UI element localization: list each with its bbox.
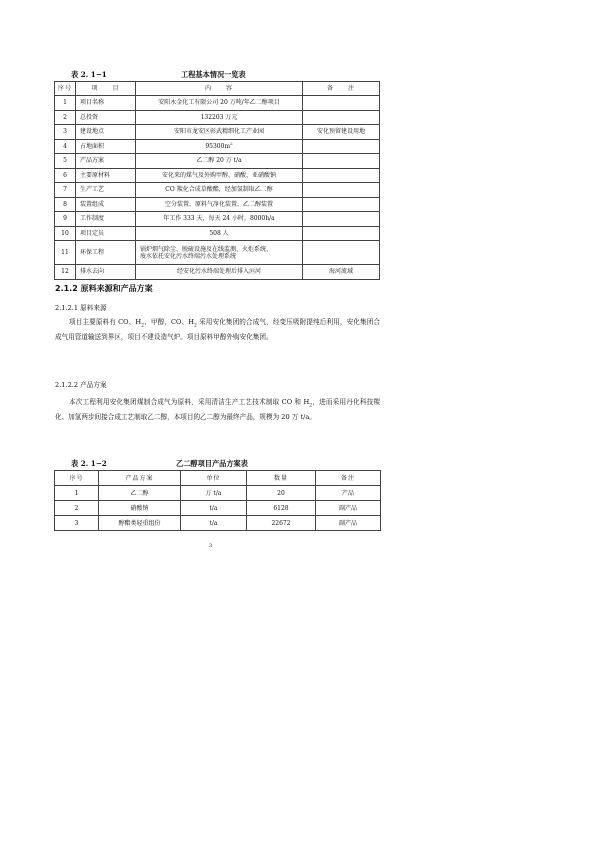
- column-header: 项 目: [76, 82, 136, 96]
- table-row: [55, 197, 380, 212]
- cell-no: 2: [55, 501, 99, 516]
- row-note: 海河流域: [303, 265, 380, 280]
- project-overview-table: [54, 81, 380, 280]
- row-note: [303, 96, 380, 111]
- cell-qty: 20: [247, 486, 316, 501]
- row-note: [303, 110, 380, 125]
- table2-label: 表 2. 1−2: [71, 459, 107, 468]
- table2-title: 乙二醇项目产品方案表: [176, 459, 248, 468]
- para1-part-b: 、甲醇，CO、H: [144, 318, 194, 326]
- section-2-1-2-2-heading: 2.1.2.2 产品方案: [55, 381, 107, 389]
- row-note: [303, 183, 380, 198]
- para2-part-a: 本次工程利用安化集团煤制合成气为原料，采用清洁生产工艺技术制取 CO 和 H: [69, 398, 310, 406]
- row-content: [136, 139, 303, 154]
- row-content-text: 安化来的煤气及外购甲醇、硝酸、亚硝酸钠: [161, 171, 276, 179]
- row-content-text: 508 人: [209, 229, 229, 237]
- row-content-text: 安阳永金化工有限公司 20 万吨/年乙二醇项目: [158, 99, 280, 107]
- section-number: 2.1.2: [55, 284, 78, 293]
- row-content-line: 废水依托安化污水终端污水处理系统: [140, 252, 237, 260]
- product-plan-paragraph: [55, 395, 380, 425]
- row-note: [303, 241, 380, 265]
- table-row: [55, 212, 380, 227]
- row-note: [303, 154, 380, 169]
- table-row: [55, 125, 380, 140]
- table-row: [55, 265, 380, 280]
- row-number: 11: [55, 241, 76, 265]
- cell-unit: 万 t/a: [181, 486, 247, 501]
- column-header: 序号: [55, 471, 99, 486]
- row-content-superscript: 2: [230, 140, 233, 146]
- cell-no: 3: [55, 516, 99, 531]
- cell-product: 硝酸钠: [99, 501, 181, 516]
- section-2-1-2-1-heading: 2.1.2.1 原料来源: [55, 304, 107, 312]
- table-row: [55, 486, 381, 501]
- row-item: 排水去向: [76, 265, 136, 280]
- row-content-text: 132203 万元: [200, 113, 238, 121]
- row-note: 安化预留建设用地: [303, 125, 380, 140]
- cell-note: 副产品: [316, 516, 381, 531]
- row-number: 5: [55, 154, 76, 169]
- row-number: 8: [55, 197, 76, 212]
- para2-part-b: ，进而采用丹化科技羰化、加氢两步间接合成工艺制取乙二醇，本项目的乙二醇为最终产品，规模为 20 万 t/a。: [55, 398, 380, 421]
- row-number: 10: [55, 226, 76, 241]
- row-number: 1: [55, 96, 76, 111]
- row-content: [136, 241, 303, 265]
- cell-qty: 22672: [247, 516, 316, 531]
- row-content-text: 安阳市龙安区彰武精细化工产业园: [173, 128, 264, 136]
- page-number: 3: [209, 543, 213, 549]
- cell-note: 副产品: [316, 501, 381, 516]
- table1-title: 工程基本情况一览表: [181, 70, 246, 79]
- row-note: [303, 197, 380, 212]
- row-content: [136, 212, 303, 227]
- table-header-row: [55, 471, 381, 486]
- row-content-text: 乙二醇 20 万 t/a: [196, 157, 242, 165]
- product-plan-table: [54, 470, 381, 531]
- row-number: 9: [55, 212, 76, 227]
- cell-unit: t/a: [181, 501, 247, 516]
- column-header: 序号: [55, 82, 76, 96]
- cell-note: 产品: [316, 486, 381, 501]
- row-number: 3: [55, 125, 76, 140]
- row-content: [136, 168, 303, 183]
- row-item: 产品方案: [76, 154, 136, 169]
- cell-product: 醇酯类轻重组份: [99, 516, 181, 531]
- table-row: [55, 139, 380, 154]
- table1-label: 表 2. 1−1: [71, 70, 107, 79]
- section-2-1-2-heading: [55, 283, 153, 294]
- row-content-line: 锅炉烟气除尘、脱硫设施及在线监测、火炬系统、: [140, 245, 273, 253]
- row-item: 环保工程: [76, 241, 136, 265]
- row-note: [303, 226, 380, 241]
- row-number: 12: [55, 265, 76, 280]
- cell-qty: 6128: [247, 501, 316, 516]
- para2-h2-subscript: 2: [309, 403, 313, 409]
- row-content-text: CO 羰化合成草酸酯，经加氢制取乙二醇: [165, 186, 273, 194]
- row-number: 6: [55, 168, 76, 183]
- row-item: 建设地点: [76, 125, 136, 140]
- table-row: [55, 241, 380, 265]
- table-row: [55, 183, 380, 198]
- table-row: [55, 226, 380, 241]
- row-number: 7: [55, 183, 76, 198]
- row-content: [136, 96, 303, 111]
- para1-part-a: 项目主要原料有 CO、H: [69, 318, 142, 326]
- para1-part-c: 采用安化集团的合成气，经变压吸附提纯后利用，安化集团合成气用管道输送到界区，项目不建设造气炉。项目原料甲醇外购安化集团。: [55, 318, 381, 341]
- row-content-text: 95300m: [205, 142, 231, 150]
- column-header: 产品方案: [99, 471, 181, 486]
- row-content: [136, 183, 303, 198]
- row-item: 项目定员: [76, 226, 136, 241]
- row-content-text: 经安化污水终端处理后排入洹河: [176, 268, 261, 276]
- cell-no: 1: [55, 486, 99, 501]
- row-item: 生产工艺: [76, 183, 136, 198]
- column-header: 数量: [247, 471, 316, 486]
- para1-h2-subscript: 2: [141, 323, 145, 329]
- row-note: [303, 139, 380, 154]
- section-title: 原料来源和产品方案: [80, 284, 153, 293]
- row-item: 项目名称: [76, 96, 136, 111]
- column-header: 备 注: [303, 82, 380, 96]
- row-item: 主要原材料: [76, 168, 136, 183]
- row-content: [136, 125, 303, 140]
- row-item: 装置组成: [76, 197, 136, 212]
- cell-unit: t/a: [181, 516, 247, 531]
- row-item: 工作制度: [76, 212, 136, 227]
- row-content: [136, 154, 303, 169]
- cell-product: 乙二醇: [99, 486, 181, 501]
- row-content: [136, 197, 303, 212]
- column-header: 内 容: [136, 82, 303, 96]
- row-content-text: 空分装置、原料气净化装置、乙二醇装置: [164, 200, 273, 208]
- table-row: [55, 110, 380, 125]
- table-row: [55, 96, 380, 111]
- row-number: 2: [55, 110, 76, 125]
- row-content-text: 年工作 333 天，每天 24 小时，8000h/a: [163, 215, 275, 223]
- table-row: [55, 154, 380, 169]
- raw-material-paragraph: [55, 315, 380, 345]
- row-item: 占地面积: [76, 139, 136, 154]
- table-row: [55, 516, 381, 531]
- row-note: [303, 168, 380, 183]
- para1-h2-subscript-2: 2: [194, 323, 197, 329]
- table-header-row: [55, 82, 380, 96]
- column-header: 备注: [316, 471, 381, 486]
- table-row: [55, 501, 381, 516]
- column-header: 单位: [181, 471, 247, 486]
- row-note: [303, 212, 380, 227]
- row-content: [136, 265, 303, 280]
- table-row: [55, 168, 380, 183]
- row-item: 总投资: [76, 110, 136, 125]
- row-content: [136, 226, 303, 241]
- row-content: [136, 110, 303, 125]
- row-number: 4: [55, 139, 76, 154]
